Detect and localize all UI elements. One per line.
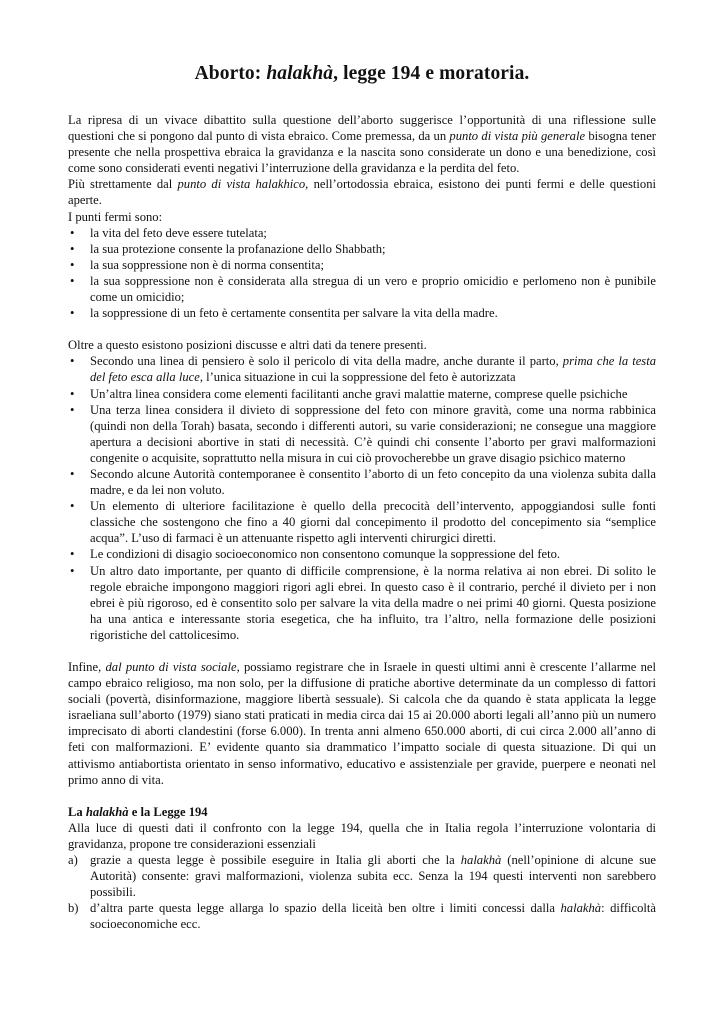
document-title [68, 62, 656, 86]
list-item: • la sua protezione consente la profanazione dello Shabbath; [68, 241, 656, 257]
title-text-end: , legge 194 e moratoria. [333, 63, 530, 84]
list-item: • la sua soppressione non è considerata alla stregua di un vero e proprio omicidio e perlomeno non è punibile come un omicidio; [68, 273, 656, 305]
section-heading: La halakhà e la Legge 194 [68, 804, 208, 819]
list-item: a) grazie a questa legge è possibile eseguire in Italia gli aborti che la halakhà (nell’opinione di alcune sue Autorità) consente: gravi malformazioni, violenza subita ecc. Senza la 194 questi interventi non sarebbero possibili. [68, 853, 656, 900]
halakhic-paragraph: Più strettamente dal punto di vista halakhico, nell’ortodossia ebraica, esistono dei punti fermi e delle questioni aperte. [68, 177, 656, 208]
list-item: • Secondo alcune Autorità contemporanee è consentito l’aborto di un feto concepito da una violenza subita dalla madre, e da lei non voluto. [68, 466, 656, 498]
fixed-points-list [68, 225, 656, 322]
list-item: • la soppressione di un feto è certamente consentita per salvare la vita della madre. [68, 305, 656, 321]
list-item: • Una terza linea considera il divieto di soppressione del feto con minore gravità, come una norma rabbinica (quindi non della Torah) basata, secondo i differenti autori, su varie considerazioni; ne consegue una maggiore apertura a decisioni abortive in stati di necessità. C’è quindi chi consente l’aborto per gravi malformazioni congenite o acquisite, soprattutto nella misura in cui ciò provocherebbe un grave disagio psichico materno [68, 402, 656, 466]
list-item: • Le condizioni di disagio socioeconomico non consentono comunque la soppressione del feto. [68, 546, 656, 562]
social-paragraph: Infine, dal punto di vista sociale, possiamo registrare che in Israele in questi ultimi anni è crescente l’allarme nel campo ebraico religioso, ma non solo, per la diffusione di pratiche abortive determinate da un complesso di fattori sociali (povertà, disinformazione, maggiore libertà sessuale). Si calcola che da quando è stata applicata la legge israeliana sull’aborto (1979) siano stati praticati in media circa dai 15 ai 20.000 aborti legali all’anno più un numero imprecisato di aborti clandestini (forse 6.000). In trenta anni almeno 650.000 aborti, di cui circa 2.000 all’anno di feti con malformazioni. E’ evidente quanto sia drammatico l’impatto sociale di questa situazione. Di qui un attivismo antiabortista orientato in senso informativo, educativo e assistenziale per gravide, puerpere e neonati nel primo anno di vita. [68, 660, 656, 787]
list-item: • Un’altra linea considera come elementi facilitanti anche gravi malattie materne, comprese quelle psichiche [68, 386, 656, 402]
section-intro: Alla luce di questi dati il confronto con la legge 194, quella che in Italia regola l’interruzione volontaria di gravidanza, propone tre considerazioni essenziali [68, 820, 656, 851]
open-points-list [68, 353, 656, 643]
considerations-list [68, 852, 656, 932]
intro-paragraph: La ripresa di un vivace dibattito sulla questione dell’aborto suggerisce l’opportunità di una riflessione sulle questioni che si pongono dal punto di vista ebraico. Come premessa, da un punto di vista più generale bisogna tener presente che nella prospettiva ebraica la gravidanza e la nascita sono considerate un dono e una benedizione, così come sono considerati eventi negativi l’interruzione della gravidanza e la perdita del feto. [68, 113, 656, 176]
list-item: • Un elemento di ulteriore facilitazione è quello della precocità dell’intervento, appoggiandosi sulle fonti classiche che sostengono che fino a 40 giorni dal concepimento il prodotto del concepimento sia “semplice acqua”. L’uso di farmaci è un attenuante rispetto agli interventi chirurgici diretti. [68, 498, 656, 546]
fixed-points-heading: I punti fermi sono: [68, 209, 163, 224]
list-item: • Un altro dato importante, per quanto di difficile comprensione, è la norma relativa ai non ebrei. Di solito le regole ebraiche impongono maggiori rigori agli ebrei. In questo caso è il contrario, perché il divieto per i non ebrei è più rigoroso, ed è consentito solo per salvare la vita della madre o nei primi 40 giorni. Questa posizione ha una antica e interessante storia esegetica, che ha influito, tra l’altro, nella formazione delle posizioni rigoristiche del cattolicesimo. [68, 563, 656, 643]
title-italic: halakhà [266, 63, 334, 84]
list-item: • la vita del feto deve essere tutelata; [68, 225, 656, 241]
list-item: • la sua soppressione non è di norma consentita; [68, 257, 656, 273]
list-item: • Secondo una linea di pensiero è solo il pericolo di vita della madre, anche durante il parto, prima che la testa del feto esca alla luce, l’unica situazione in cui la soppressione del feto è autorizzata [68, 353, 656, 385]
document-page [68, 62, 656, 933]
open-points-heading: Oltre a questo esistono posizioni discusse e altri dati da tenere presenti. [68, 338, 427, 353]
title-text: Aborto: [194, 63, 267, 84]
list-item: b) d’altra parte questa legge allarga lo spazio della liceità ben oltre i limiti concessi dalla halakhà: difficoltà socioeconomiche ecc. [68, 901, 656, 932]
